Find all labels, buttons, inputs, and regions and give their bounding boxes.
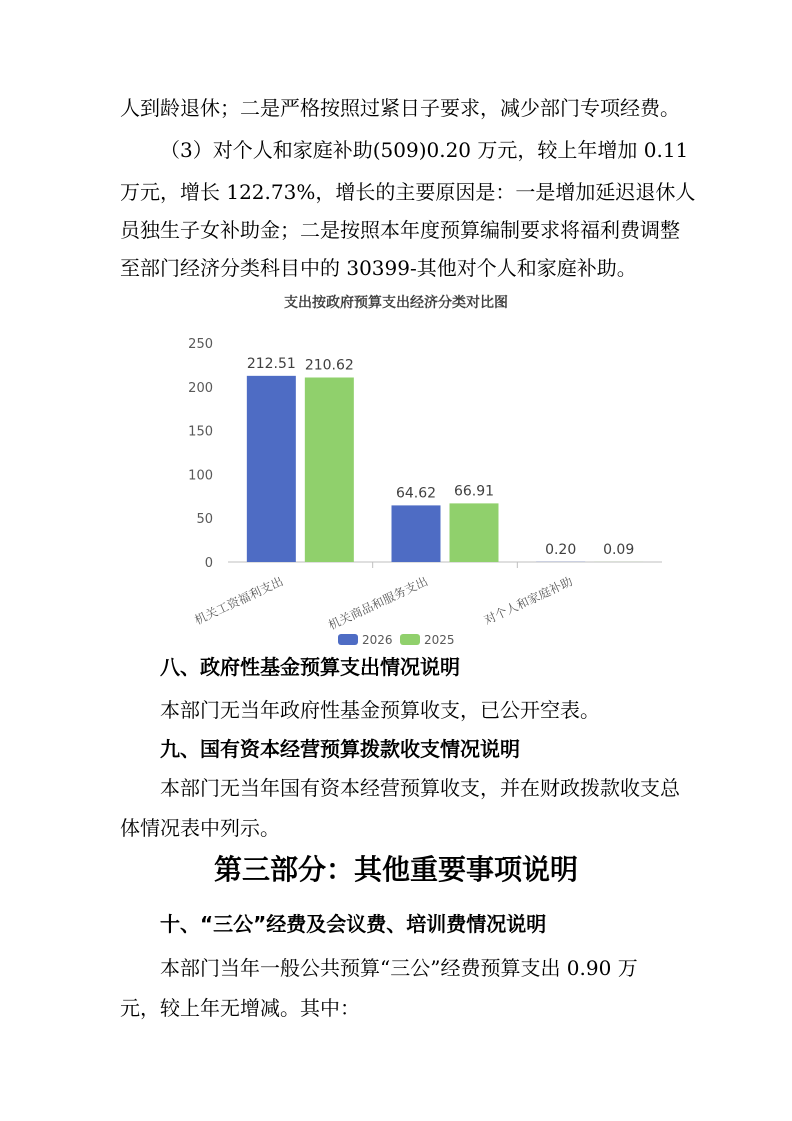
text-line: 至部门经济分类科目中的 30399-其他对个人和家庭补助。 (120, 256, 637, 280)
part-title: 第三部分：其他重要事项说明 (213, 853, 578, 886)
y-tick-label: 250 (188, 337, 213, 352)
legend-label: 2025 (424, 633, 455, 647)
section-10-body-line: 元，较上年无增减。其中： (120, 996, 360, 1020)
text-line: （3）对个人和家庭补助(509)0.20 万元，较上年增加 0.11 (160, 138, 689, 162)
bar (392, 505, 441, 562)
legend-label: 2026 (362, 633, 393, 647)
data-label: 66.91 (453, 483, 495, 500)
section-10-heading: 十、“三公”经费及会议费、培训费情况说明 (160, 912, 547, 936)
y-tick-label: 100 (188, 468, 213, 484)
section-8-body: 本部门无当年政府性基金预算收支，已公开空表。 (160, 698, 600, 722)
text-line: 人到龄退休；二是严格按照过紧日子要求，减少部门专项经费。 (120, 96, 680, 120)
y-tick-label: 50 (196, 512, 213, 528)
x-tick-label: 机关商品和服务支出 (326, 574, 431, 633)
chart-title: 支出按政府预算支出经济分类对比图 (284, 295, 508, 311)
y-tick-label: 150 (188, 424, 213, 440)
data-label: 212.51 (246, 355, 296, 372)
x-tick-label: 机关工资福利支出 (192, 574, 286, 628)
legend-swatch (400, 634, 420, 645)
legend-swatch (338, 634, 358, 645)
data-label: 210.62 (304, 357, 354, 374)
section-10-body-line: 本部门当年一般公共预算“三公”经费预算支出 0.90 万 (160, 956, 638, 980)
y-tick-label: 200 (188, 380, 213, 396)
text-line: 万元，增长 122.73%，增长的主要原因是：一是增加延迟退休人 (120, 180, 696, 204)
section-9-body-line: 本部门无当年国有资本经营预算收支，并在财政拨款收支总 (160, 776, 680, 800)
bar (450, 503, 499, 562)
data-label: 64.62 (395, 485, 437, 502)
section-9-body-line: 体情况表中列示。 (120, 816, 280, 840)
data-label: 0.20 (545, 541, 577, 558)
data-label: 0.09 (603, 541, 635, 558)
y-tick-label: 0 (204, 556, 213, 571)
section-8-heading: 八、政府性基金预算支出情况说明 (160, 655, 460, 679)
x-tick-label: 对个人和家庭补助 (481, 574, 575, 628)
text-line: 员独生子女补助金；二是按照本年度预算编制要求将福利费调整 (120, 218, 680, 242)
bar (305, 377, 354, 562)
section-9-heading: 九、国有资本经营预算拨款收支情况说明 (160, 737, 520, 761)
bar (247, 376, 296, 562)
